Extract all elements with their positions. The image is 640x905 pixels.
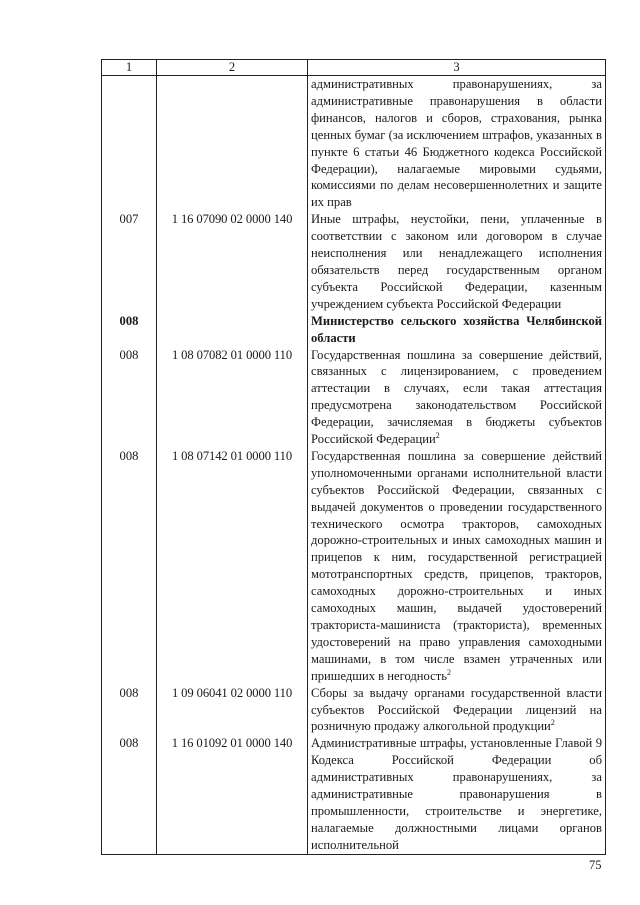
description-text: Иные штрафы, неустойки, пени, уплаченные в соответствии с законом или договором в случае неисполнения или ненадлежащего исполнения обязательств перед государственным органом субъекта Российской Федерации, казенным учреждением субъекта Российской Федерации [311, 212, 602, 311]
page-number: 75 [589, 858, 602, 872]
description-text: Государственная пошлина за совершение действий, связанных с лицензированием, с проведением аттестации в случаях, если такая аттестация предусмотрена законодательством Российской Федерации, зачисляемая в бюджеты субъектов Российской Федерации [311, 347, 602, 447]
admin-code-cell: 008 [102, 735, 157, 854]
table-body [102, 76, 606, 855]
table-row [102, 313, 606, 347]
classification-code-cell: 1 16 07090 02 0000 140 [157, 211, 308, 312]
header-col-1: 1 [102, 60, 157, 76]
description-cell [308, 211, 606, 312]
budget-codes-table [101, 59, 606, 855]
description-text: Административные штрафы, установленные Главой 9 Кодекса Российской Федерации об административных правонарушениях, за административные правонарушения в промышленности, строительстве и энергетике, налагаемые должностными лицами органов исполнительной [311, 736, 602, 852]
table-row [102, 735, 606, 854]
description-text: административных правонарушениях, за административные правонарушения в области финансов, налогов и сборов, страхования, рынка ценных бумаг (за исключением штрафов, указанных в пункте 6 статьи 46 Бюджетного кодекса Российской Федерации), налагаемые мировыми судьями, комиссиями по делам несовершеннолетних и защите их прав [311, 77, 602, 210]
admin-code-cell: 008 [102, 448, 157, 685]
description-cell [308, 448, 606, 685]
classification-code-cell [157, 76, 308, 212]
admin-code-cell: 008 [102, 685, 157, 736]
classification-code-cell: 1 16 01092 01 0000 140 [157, 735, 308, 854]
admin-code-cell: 008 [102, 347, 157, 448]
classification-code-cell [157, 313, 308, 347]
footnote-marker: 2 [447, 667, 451, 677]
description-text: Министерство сельского хозяйства Челябинской области [311, 313, 602, 345]
description-text: Государственная пошлина за совершение действий уполномоченными органами исполнительной власти субъектов Российской Федерации, связанных с выдачей документов о проведении государственного технического осмотра тракторов, самоходных дорожно-строительных и иных самоходных машин и прицепов к ним, государственной регистрацией мототранспортных средств, прицепов, тракторов, самоходных дорожно-строительных и иных самоходных машин, выдачей удостоверений тракториста-машиниста (тракториста), временных удостоверений на право управления самоходными машинами, в том числе взамен утраченных или пришедших в негодность [311, 448, 602, 683]
header-col-3: 3 [308, 60, 606, 76]
description-cell [308, 685, 606, 736]
classification-code-cell: 1 08 07142 01 0000 110 [157, 448, 308, 685]
table-row [102, 685, 606, 736]
description-text: Сборы за выдачу органами государственной власти субъектов Российской Федерации лицензий на розничную продажу алкогольной продукции [311, 685, 602, 734]
table-row [102, 76, 606, 212]
header-col-2: 2 [157, 60, 308, 76]
description-cell [308, 735, 606, 854]
table-row [102, 211, 606, 312]
description-cell [308, 347, 606, 448]
table-row [102, 347, 606, 448]
footnote-marker: 2 [550, 718, 555, 728]
admin-code-cell [102, 76, 157, 212]
admin-code-cell: 008 [102, 313, 157, 347]
classification-code-cell: 1 08 07082 01 0000 110 [157, 347, 308, 448]
footnote-marker: 2 [435, 430, 440, 440]
table-row [102, 448, 606, 685]
admin-code-cell: 007 [102, 211, 157, 312]
table-header-row [102, 60, 606, 76]
description-cell [308, 76, 606, 212]
description-cell [308, 313, 606, 347]
classification-code-cell: 1 09 06041 02 0000 110 [157, 685, 308, 736]
